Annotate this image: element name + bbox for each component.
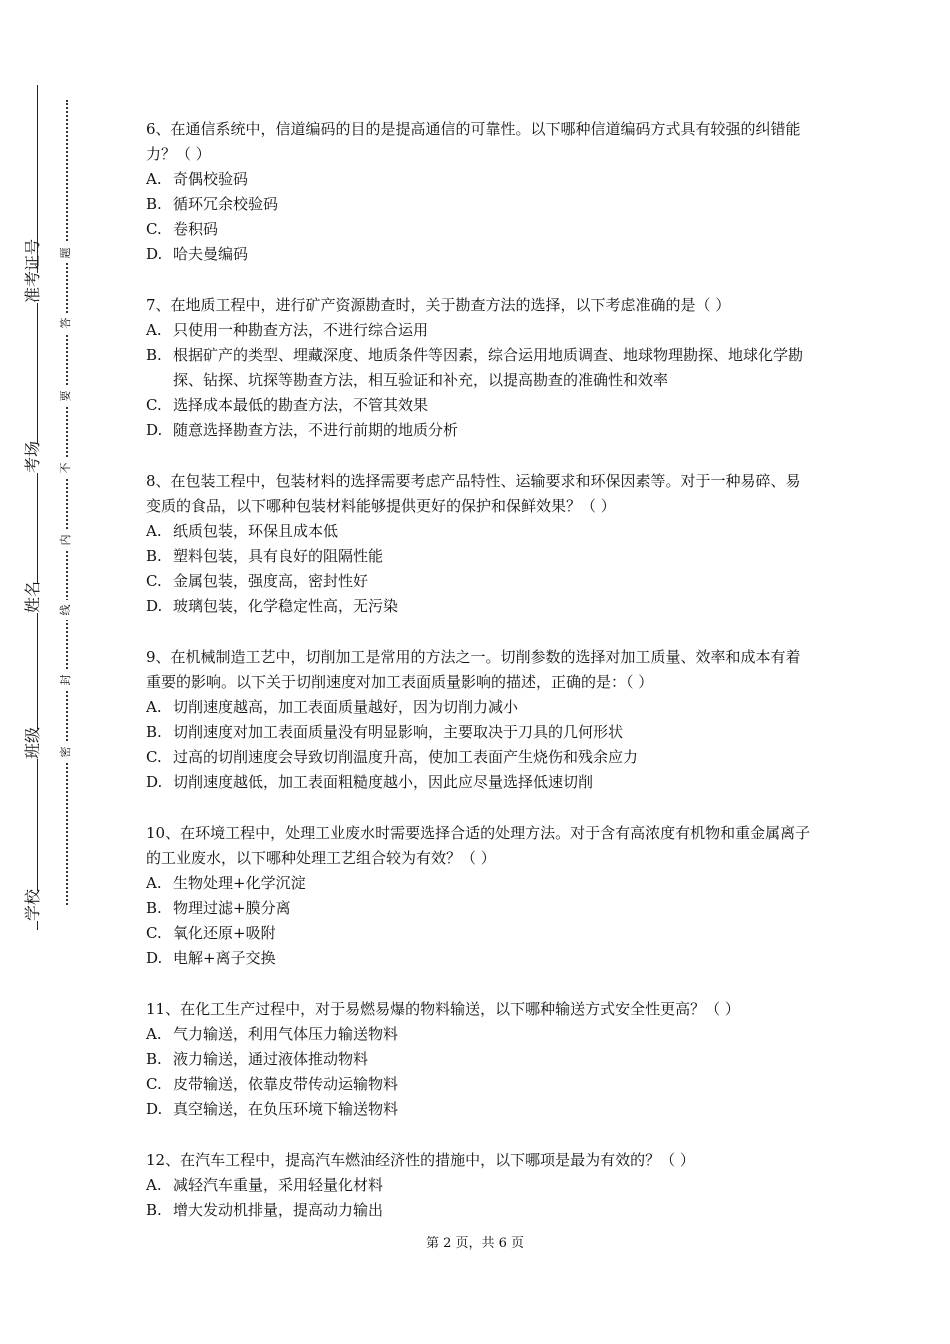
option-text: 选择成本最低的勘查方法，不管其效果 — [173, 396, 429, 414]
option-text: 随意选择勘查方法，不进行前期的地质分析 — [173, 421, 459, 439]
option-letter: A. — [146, 1176, 162, 1194]
option-letter: B. — [146, 547, 162, 565]
seal-word: 要 — [58, 386, 74, 406]
option-c[interactable] — [146, 921, 814, 946]
option-c[interactable] — [146, 1072, 814, 1097]
option-text: 增大发动机排量，提高动力输出 — [173, 1201, 384, 1219]
option-letter: B. — [146, 1201, 162, 1219]
option-d[interactable] — [146, 594, 814, 619]
option-d[interactable] — [146, 242, 814, 267]
question-12 — [146, 1148, 814, 1223]
question-10 — [146, 821, 814, 971]
option-b[interactable] — [146, 720, 814, 745]
option-a[interactable] — [146, 1173, 814, 1198]
option-letter: D. — [146, 773, 163, 791]
option-letter: A. — [146, 1025, 162, 1043]
option-letter: A. — [146, 522, 162, 540]
option-d[interactable] — [146, 946, 814, 971]
option-letter: C. — [146, 220, 162, 238]
seal-word: 答 — [58, 313, 74, 333]
option-d[interactable] — [146, 418, 814, 443]
option-text: 过高的切削速度会导致切削温度升高，使加工表面产生烧伤和残余应力 — [173, 748, 639, 766]
option-letter: D. — [146, 949, 163, 967]
option-letter: C. — [146, 572, 162, 590]
option-text: 切削速度越低，加工表面粗糙度越小，因此应尽量选择低速切削 — [173, 773, 594, 791]
option-text: 奇偶校验码 — [173, 170, 249, 188]
option-a[interactable] — [146, 871, 814, 896]
option-letter: A. — [146, 874, 162, 892]
question-text: 8、在包装工程中，包装材料的选择需要考虑产品特性、运输要求和环保因素等。对于一种易碎、易变质的食品，以下哪种包装材料能够提供更好的保护和保鲜效果？（ ） — [146, 472, 801, 515]
field-school: 学校 — [21, 891, 45, 921]
option-c[interactable] — [146, 393, 814, 418]
question-text: 7、在地质工程中，进行矿产资源勘查时，关于勘查方法的选择，以下考虑准确的是（ ） — [146, 296, 731, 314]
option-text: 切削速度越高，加工表面质量越好，因为切削力减小 — [173, 698, 519, 716]
question-text: 11、在化工生产过程中，对于易燃易爆的物料输送，以下哪种输送方式安全性更高？（ ） — [146, 1000, 740, 1018]
option-letter: B. — [146, 723, 162, 741]
option-letter: C. — [146, 748, 162, 766]
question-11 — [146, 997, 814, 1122]
question-text: 10、在环境工程中，处理工业废水时需要选择合适的处理方法。对于含有高浓度有机物和重金属离子的工业废水，以下哪种处理工艺组合较为有效？（ ） — [146, 824, 811, 867]
option-a[interactable] — [146, 695, 814, 720]
option-letter: D. — [146, 597, 163, 615]
option-a[interactable] — [146, 167, 814, 192]
option-text: 真空输送，在负压环境下输送物料 — [173, 1100, 399, 1118]
option-text: 哈夫曼编码 — [173, 245, 249, 263]
field-exam-number: 准考证号 — [21, 273, 45, 303]
option-c[interactable] — [146, 217, 814, 242]
option-c[interactable] — [146, 569, 814, 594]
option-text: 金属包装，强度高，密封性好 — [173, 572, 369, 590]
option-b[interactable] — [146, 544, 814, 569]
option-text: 皮带输送，依靠皮带传动运输物料 — [173, 1075, 399, 1093]
option-letter: C. — [146, 924, 162, 942]
option-c[interactable] — [146, 745, 814, 770]
seal-word: 封 — [58, 670, 74, 690]
question-8 — [146, 469, 814, 619]
option-letter: B. — [146, 195, 162, 213]
option-text: 切削速度对加工表面质量没有明显影响，主要取决于刀具的几何形状 — [173, 723, 624, 741]
option-letter: D. — [146, 245, 163, 263]
option-letter: D. — [146, 421, 163, 439]
option-text: 只使用一种勘查方法，不进行综合运用 — [173, 321, 429, 339]
option-letter: A. — [146, 698, 162, 716]
option-letter: A. — [146, 170, 162, 188]
option-letter: C. — [146, 396, 162, 414]
option-text: 减轻汽车重量，采用轻量化材料 — [173, 1176, 384, 1194]
option-text: 根据矿产的类型、埋藏深度、地质条件等因素，综合运用地质调查、地球物理勘探、地球化学勘探、钻探、坑探等勘查方法，相互验证和补充，以提高勘查的准确性和效率 — [173, 346, 804, 389]
option-b[interactable] — [146, 896, 814, 921]
option-text: 纸质包装，环保且成本低 — [173, 522, 339, 540]
field-name: 姓名 — [21, 583, 45, 613]
seal-word: 密 — [58, 742, 74, 762]
option-a[interactable] — [146, 519, 814, 544]
seal-word: 内 — [58, 530, 74, 550]
question-9 — [146, 645, 814, 795]
option-letter: D. — [146, 1100, 163, 1118]
question-6 — [146, 117, 814, 267]
option-a[interactable] — [146, 318, 814, 343]
option-text: 塑料包装，具有良好的阻隔性能 — [173, 547, 384, 565]
field-exam-room: 考场 — [21, 443, 45, 473]
page-footer: 第 2 页，共 6 页 — [425, 1236, 525, 1251]
question-7 — [146, 293, 814, 443]
option-b[interactable] — [146, 1047, 814, 1072]
option-text: 卷积码 — [173, 220, 219, 238]
binding-solid-line — [37, 85, 38, 930]
question-list — [146, 117, 814, 1249]
option-text: 循环冗余校验码 — [173, 195, 279, 213]
option-text: 生物处理+化学沉淀 — [173, 874, 306, 892]
question-text: 6、在通信系统中，信道编码的目的是提高通信的可靠性。以下哪种信道编码方式具有较强的纠错能力？（ ） — [146, 120, 801, 163]
option-a[interactable] — [146, 1022, 814, 1047]
option-text: 玻璃包装，化学稳定性高，无污染 — [173, 597, 399, 615]
option-b[interactable] — [146, 192, 814, 217]
question-text: 12、在汽车工程中，提高汽车燃油经济性的措施中，以下哪项是最为有效的？（ ） — [146, 1151, 695, 1169]
seal-word: 题 — [58, 243, 74, 263]
question-text: 9、在机械制造工艺中，切削加工是常用的方法之一。切削参数的选择对加工质量、效率和成本有着重要的影响。以下关于切削速度对加工表面质量影响的描述，正确的是：（ ） — [146, 648, 801, 691]
option-letter: B. — [146, 1050, 162, 1068]
field-class: 班级 — [21, 729, 45, 759]
option-b[interactable] — [146, 1198, 814, 1223]
seal-word: 不 — [58, 458, 74, 478]
seal-word: 线 — [58, 600, 74, 620]
option-letter: B. — [146, 346, 162, 364]
option-b[interactable] — [146, 343, 814, 393]
option-letter: C. — [146, 1075, 162, 1093]
option-text: 物理过滤+膜分离 — [173, 899, 291, 917]
option-letter: A. — [146, 321, 162, 339]
option-text: 氧化还原+吸附 — [173, 924, 276, 942]
option-letter: B. — [146, 899, 162, 917]
option-d[interactable] — [146, 1097, 814, 1122]
option-text: 液力输送，通过液体推动物料 — [173, 1050, 369, 1068]
option-text: 电解+离子交换 — [173, 949, 276, 967]
option-d[interactable] — [146, 770, 814, 795]
seal-dotted-line — [66, 100, 68, 905]
option-text: 气力输送，利用气体压力输送物料 — [173, 1025, 399, 1043]
